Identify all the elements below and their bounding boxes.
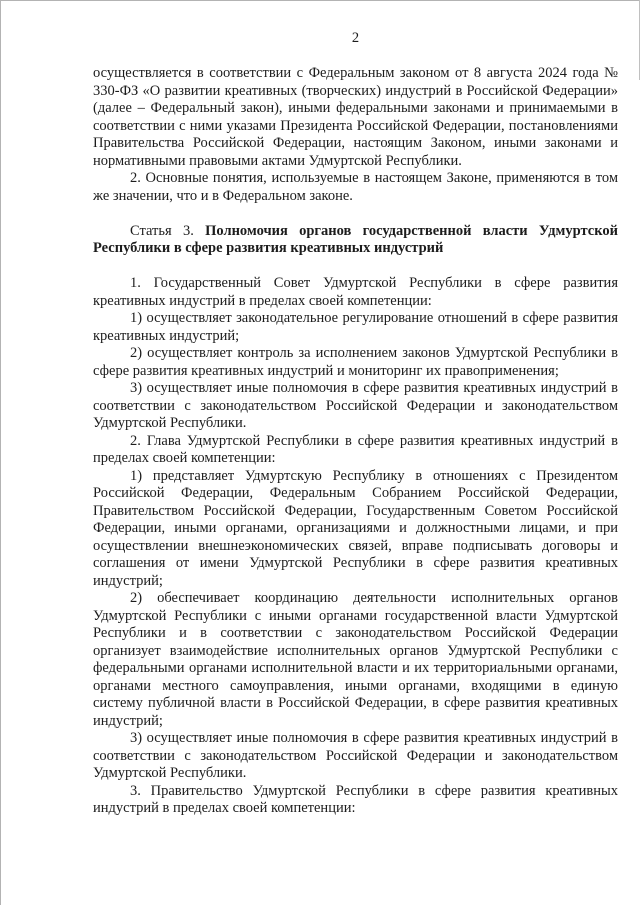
- article-3-heading: [93, 223, 618, 258]
- paragraph-part1: 1. Государственный Совет Удмуртской Республики в сфере развития креативных индустрий в пределах своей компетенции:: [93, 275, 618, 309]
- paragraph-part2-item1: 1) представляет Удмуртскую Республику в отношениях с Президентом Российской Федерации, Федеральным Собранием Российской Федерации, Правительством Российской Федерации, Государственным Советом Российской Федерации, иными органами, организациями и должностными лицами, и при осуществлении внешнеэкономических связей, вправе подписывать договоры и соглашения от имени Удмуртской Республики в сфере развития креативных индустрий;: [93, 467, 618, 589]
- article-3-title: Полномочия органов государственной власти Удмуртской Республики в сфере развития креативных индустрий: [93, 222, 619, 256]
- scan-edge-top: [0, 0, 640, 1]
- paragraph-part3: 3. Правительство Удмуртской Республики в сфере развития креативных индустрий в пределах своей компетенции:: [93, 782, 618, 816]
- page-number: 2: [351, 30, 360, 46]
- paragraph-part2-item3: 3) осуществляет иные полномочия в сфере развития креативных индустрий в соответствии с законодательством Российской Федерации и законодательством Удмуртской Республики.: [93, 730, 618, 781]
- intro-paragraph-2: 2. Основные понятия, используемые в настоящем Законе, применяются в том же значении, что и в Федеральном законе.: [93, 170, 618, 204]
- paragraph-part2-item2: 2) обеспечивает координацию деятельности исполнительных органов Удмуртской Республики с иными органами государственной власти Удмуртской Республики и в соответствии с законодательством Российской Федерации организует взаимодействие исполнительных органов Удмуртской Республики с федеральными органами исполнительной власти и их территориальными органами, органами местного самоуправления, иными органами, входящими в единую систему публичной власти в Российской Федерации, в сфере развития креативных индустрий;: [93, 590, 618, 729]
- paragraph-part1-item2: 2) осуществляет контроль за исполнением законов Удмуртской Республики в сфере развития креативных индустрий и мониторинг их правоприменения;: [93, 345, 618, 379]
- scan-edge-left: [0, 0, 1, 905]
- article-3-label: Статья 3.: [130, 222, 194, 239]
- paragraph-part1-item3: 3) осуществляет иные полномочия в сфере развития креативных индустрий в соответствии с законодательством Российской Федерации и законодательством Удмуртской Республики.: [93, 380, 618, 431]
- paragraph-part1-item1: 1) осуществляет законодательное регулирование отношений в сфере развития креативных индустрий;: [93, 310, 618, 344]
- intro-paragraph-1: осуществляется в соответствии с Федеральным законом от 8 августа 2024 года № 330-ФЗ «О развитии креативных (творческих) индустрий в Российской Федерации» (далее – Федеральный закон), иными федеральными законами и принимаемыми в соответствии с ними указами Президента Российской Федерации, постановлениями Правительства Российской Федерации, настоящим Законом, иными законами и нормативными правовыми актами Удмуртской Республики.: [93, 65, 618, 169]
- paragraph-part2: 2. Глава Удмуртской Республики в сфере развития креативных индустрий в пределах своей компетенции:: [93, 432, 618, 466]
